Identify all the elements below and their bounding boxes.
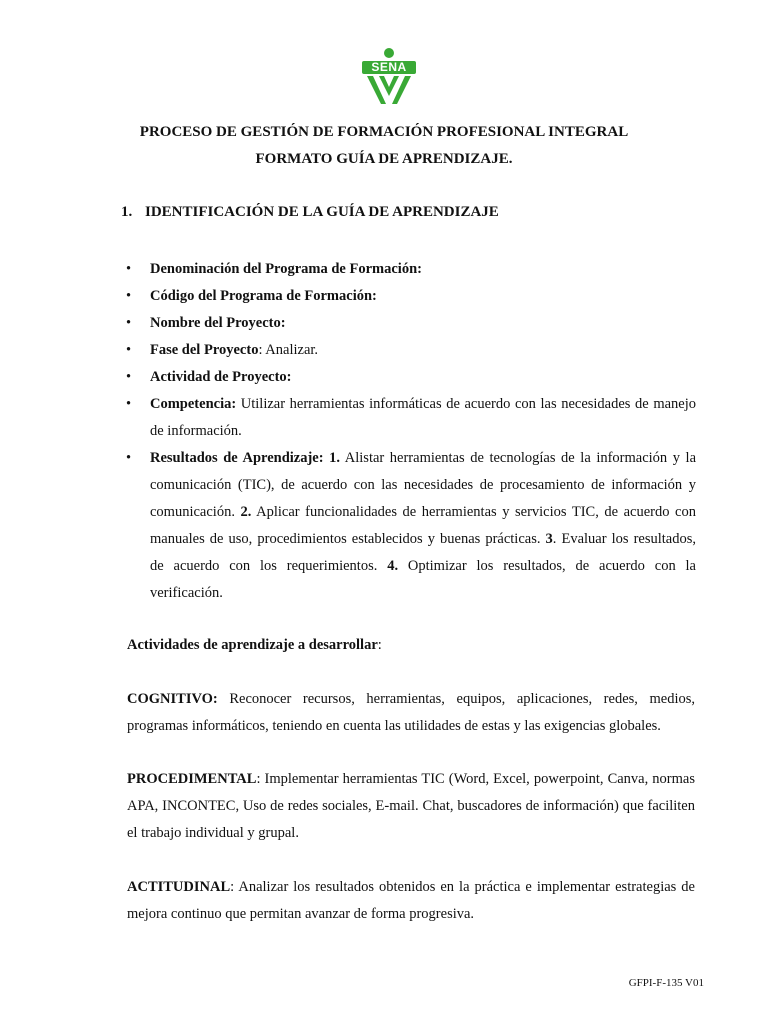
result-number: 4. bbox=[387, 558, 399, 574]
item-value: Utilizar herramientas informáticas de acuerdo con las necesidades de manejo de información. bbox=[150, 396, 696, 439]
item-label: Competencia: bbox=[150, 396, 237, 412]
activities-label: Actividades de aprendizaje a desarrollar bbox=[127, 637, 378, 653]
list-item bbox=[126, 391, 696, 445]
form-code: GFPI-F-135 V01 bbox=[628, 977, 704, 989]
document-title-line1: PROCESO DE GESTIÓN DE FORMACIÓN PROFESIONAL INTEGRAL bbox=[139, 124, 629, 140]
item-label: Fase del Proyecto bbox=[150, 342, 259, 358]
result-text: Alistar herramientas de tecnologías de la información y la comunicación (TIC), de acuerdo con las necesidades de procesamiento de información y comunicación. bbox=[150, 450, 697, 520]
list-item bbox=[126, 283, 696, 310]
result-number: 3 bbox=[545, 531, 553, 547]
activities-heading bbox=[127, 632, 695, 659]
bullet: • bbox=[126, 396, 132, 412]
item-value: : Analizar. bbox=[258, 342, 319, 358]
section-title bbox=[121, 204, 499, 221]
item-label: Nombre del Proyecto: bbox=[150, 315, 286, 331]
result-text: Aplicar funcionalidades de herramientas y servicios TIC, de acuerdo con manuales de uso, procedimientos establecidos y buenas prácticas. bbox=[150, 504, 696, 547]
bullet: • bbox=[126, 315, 132, 331]
list-item bbox=[126, 310, 696, 337]
activities-suffix: : bbox=[377, 637, 382, 653]
cognitivo-text: Reconocer recursos, herramientas, equipos, aplicaciones, redes, medios, programas informáticos, teniendo en cuenta las utilidades de estas y las exigencias globales. bbox=[127, 691, 695, 734]
result-text: . Evaluar los resultados, de acuerdo con los requerimientos. bbox=[150, 531, 696, 574]
procedimental-label: PROCEDIMENTAL bbox=[127, 771, 257, 787]
procedimental-text: : Implementar herramientas TIC (Word, Excel, powerpoint, Canva, normas APA, INCONTEC, Uso de redes sociales, E-mail. Chat, buscadores de información) que faciliten el trabajo individual y grupal. bbox=[127, 771, 695, 841]
actitudinal-text: : Analizar los resultados obtenidos en la práctica e implementar estrategias de mejora continuo que permitan avanzar de forma progresiva. bbox=[127, 879, 695, 922]
logo-wordmark: SENA bbox=[371, 60, 407, 74]
learning-results-label: Resultados de Aprendizaje: bbox=[150, 450, 324, 466]
cognitivo-paragraph bbox=[127, 686, 695, 740]
bullet: • bbox=[126, 369, 132, 385]
bullet: • bbox=[126, 261, 132, 277]
learning-results-item bbox=[126, 445, 696, 607]
cognitivo-label: COGNITIVO: bbox=[127, 691, 218, 707]
actitudinal-label: ACTITUDINAL bbox=[127, 879, 231, 895]
item-label: Código del Programa de Formación: bbox=[150, 288, 377, 304]
item-label: Denominación del Programa de Formación: bbox=[150, 261, 422, 277]
bullet: • bbox=[126, 342, 132, 358]
result-number: 1. bbox=[329, 450, 341, 466]
document-title-line2: FORMATO GUÍA DE APRENDIZAJE. bbox=[255, 151, 513, 167]
list-item bbox=[126, 364, 696, 391]
actitudinal-paragraph bbox=[127, 874, 695, 928]
bullet: • bbox=[126, 450, 132, 466]
procedimental-paragraph bbox=[127, 766, 695, 847]
sena-logo-graphic bbox=[359, 46, 419, 106]
section-title-text: IDENTIFICACIÓN DE LA GUÍA DE APRENDIZAJE bbox=[145, 204, 499, 220]
item-label: Actividad de Proyecto: bbox=[150, 369, 292, 385]
list-item bbox=[126, 337, 696, 364]
section-number: 1. bbox=[121, 204, 133, 220]
bullet: • bbox=[126, 288, 132, 304]
result-text: Optimizar los resultados, de acuerdo con la verificación. bbox=[150, 558, 696, 601]
result-number: 2. bbox=[240, 504, 252, 520]
list-item bbox=[126, 256, 696, 283]
sena-logo bbox=[359, 46, 419, 106]
identification-list bbox=[126, 256, 696, 607]
